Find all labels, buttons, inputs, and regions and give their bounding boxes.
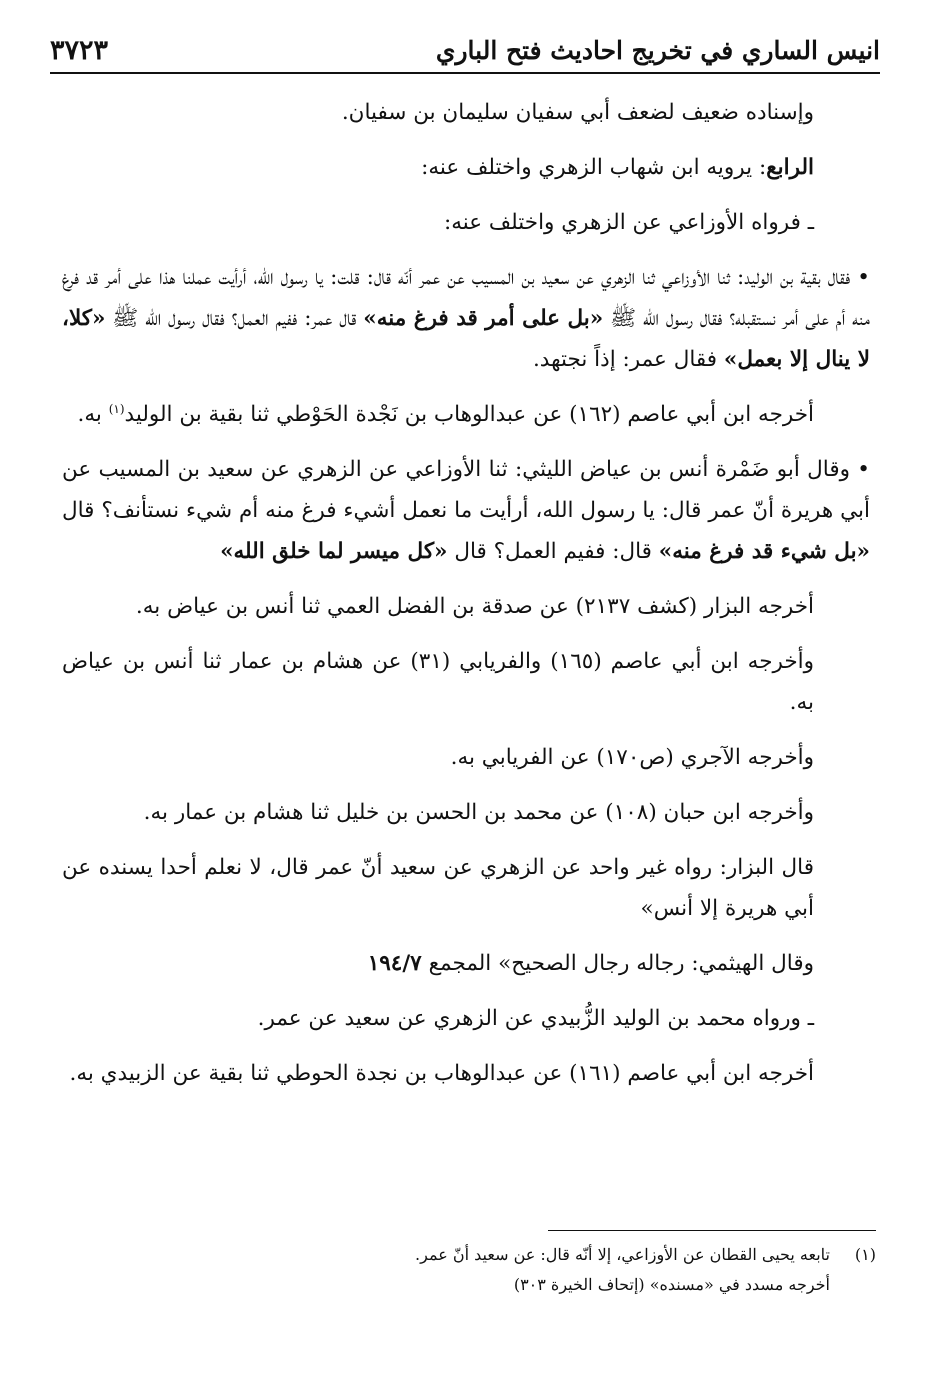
paragraph-11-text: قال البزار: رواه غير واحد عن الزهري عن سعيد أنّ عمر قال، لا نعلم أحدا يسنده عن أبي هريرة إلا أنس» <box>62 855 814 921</box>
paragraph-10-text: وأخرجه ابن حبان (١٠٨) عن محمد بن الحسن بن خليل ثنا هشام بن عمار به. <box>143 800 814 825</box>
hadith-quote-4: «كل ميسر لما خلق الله» <box>220 539 448 564</box>
paragraph-6-text-2: قال: ففيم العمل؟ قال <box>447 539 659 564</box>
page-number: ٣٧٢٣ <box>50 34 109 66</box>
paragraph-5 <box>62 394 870 435</box>
paragraph-4-text-1: • فقال بقية بن الوليد: ثنا الأوزاعي ثنا الزهري عن سعيد بن المسيب عن عمر أنّه قال: قلت: يا رسول الله، أرأيت عملنا هذا على أمر قد فرغ منه أم على أمر نستقبله؟ فقال رسول الله ﷺ <box>62 265 870 331</box>
page-body <box>62 92 870 1094</box>
paragraph-14 <box>62 1053 870 1094</box>
paragraph-1-text: وإسناده ضعيف لضعف أبي سفيان سليمان بن سفيان. <box>341 100 814 125</box>
paragraph-9 <box>62 737 870 778</box>
paragraph-5-end: به. <box>77 402 109 427</box>
paragraph-4-text-2: قال عمر: ففيم العمل؟ فقال رسول الله ﷺ <box>105 306 364 331</box>
paragraph-7-text: أخرجه البزار (كشف ٢١٣٧) عن صدقة بن الفضل العمي ثنا أنس بن عياض به. <box>135 594 814 619</box>
footnote-1 <box>62 1240 876 1270</box>
footnote-line-1: تابعه يحيى القطان عن الأوزاعي، إلا أنّه قال: عن سعيد أنّ عمر. <box>415 1245 830 1264</box>
paragraph-3-text: ـ فرواه الأوزاعي عن الزهري واختلف عنه: <box>444 210 814 235</box>
paragraph-12-ref: ١٩٤/٧ <box>367 951 422 976</box>
paragraph-7 <box>62 586 870 627</box>
hadith-quote-2: «كلا، لا ينال إلا بعمل» <box>62 306 870 372</box>
paragraph-2 <box>62 147 870 188</box>
paragraph-6 <box>62 449 870 572</box>
paragraph-11 <box>62 847 870 929</box>
hadith-quote-3: «بل شيء قد فرغ منه» <box>658 539 870 564</box>
footnote-1-continued <box>62 1270 876 1300</box>
footnotes <box>62 1240 876 1300</box>
running-header <box>50 28 880 74</box>
paragraph-12-text: وقال الهيثمي: رجاله رجال الصحيح» المجمع <box>421 951 814 976</box>
paragraph-10 <box>62 792 870 833</box>
footnote-separator <box>548 1230 876 1231</box>
section-label: الرابع <box>766 155 814 180</box>
paragraph-8-text: وأخرجه ابن أبي عاصم (١٦٥) والفريابي (٣١) عن هشام بن عمار ثنا أنس بن عياض به. <box>62 649 815 715</box>
paragraph-4 <box>62 257 870 380</box>
paragraph-8 <box>62 641 870 723</box>
footnote-marker: (١) <box>108 401 125 416</box>
paragraph-9-text: وأخرجه الآجري (ص١٧٠) عن الفريابي به. <box>450 745 814 770</box>
paragraph-13-text: ـ ورواه محمد بن الوليد الزُّبيدي عن الزهري عن سعيد عن عمر. <box>257 1006 814 1031</box>
paragraph-1 <box>62 92 870 133</box>
paragraph-2-text: : يرويه ابن شهاب الزهري واختلف عنه: <box>421 155 767 180</box>
footnote-number: (١) <box>854 1245 876 1264</box>
paragraph-6-text-1: • وقال أبو ضَمْرة أنس بن عياض الليثي: ثنا الأوزاعي عن الزهري عن سعيد بن المسيب عن أبي هريرة أنّ عمر قال: يا رسول الله، أرأيت ما نعمل أشيء فرغ منه أم شيء نستأنف؟ قال <box>62 457 870 523</box>
paragraph-3 <box>62 202 870 243</box>
paragraph-5-text: أخرجه ابن أبي عاصم (١٦٢) عن عبدالوهاب بن نَجْدة الحَوْطي ثنا بقية بن الوليد <box>124 402 814 427</box>
paragraph-12 <box>62 943 870 984</box>
book-title: انيس الساري في تخريج احاديث فتح الباري <box>435 35 880 65</box>
footnote-line-2: أخرجه مسدد في «مسنده» (إتحاف الخيرة ٣٠٣) <box>513 1275 830 1294</box>
hadith-quote-1: «بل على أمر قد فرغ منه» <box>363 306 604 331</box>
paragraph-14-text: أخرجه ابن أبي عاصم (١٦١) عن عبدالوهاب بن نجدة الحوطي ثنا بقية عن الزبيدي به. <box>69 1061 814 1086</box>
paragraph-4-text-3: فقال عمر: إذاً نجتهد. <box>532 347 724 372</box>
paragraph-13 <box>62 998 870 1039</box>
